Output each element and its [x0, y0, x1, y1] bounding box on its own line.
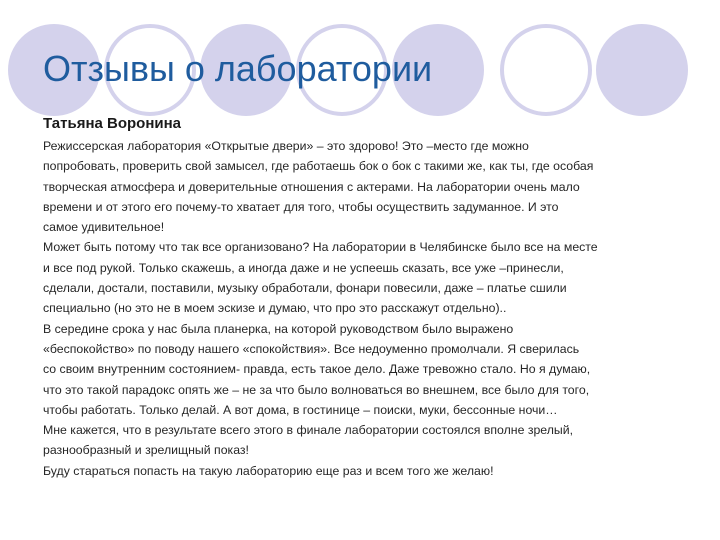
review-line: сделали, достали, поставили, музыку обработали, фонари повесили, даже – платье сшили — [43, 281, 567, 296]
slide-title: Отзывы о лаборатории — [43, 48, 433, 89]
review-line: попробовать, проверить свой замысел, где работаешь бок о бок с такими же, как ты, где особая — [43, 159, 594, 174]
review-text — [43, 136, 683, 481]
review-line: специально (но это не в моем эскизе и думаю, что про это расскажут отдельно).. — [43, 301, 507, 316]
review-line: Мне кажется, что в результате всего этого в финале лаборатории состоялся вполне зрелый, — [43, 423, 574, 438]
review-line: Буду стараться попасть на такую лабораторию еще раз и всем того же желаю! — [43, 463, 494, 478]
review-line: Может быть потому что так все организовано? На лаборатории в Челябинске было все на месте — [43, 240, 598, 255]
review-line: разнообразный и зрелищный показ! — [43, 443, 249, 458]
review-line: В середине срока у нас была планерка, на которой руководством было выражено — [43, 321, 514, 336]
review-line: Режиссерская лаборатория «Открытые двери» – это здорово! Это –место где можно — [43, 139, 529, 153]
review-line: что это такой парадокс опять же – не за что было волноваться во внешнем, все было для того, — [43, 382, 590, 397]
review-line: и все под рукой. Только скажешь, а иногда даже и не успеешь сказать, все уже –принесли, — [43, 260, 564, 275]
decorative-circle-6 — [500, 24, 592, 116]
review-line: со своим внутренним состоянием- правда, есть такое дело. Даже тревожно стало. Но я думаю, — [43, 362, 591, 377]
review-line: чтобы работать. Только делай. А вот дома, в гостинице – поиски, муки, бессонные ночи… — [43, 402, 558, 417]
decorative-circle-7 — [596, 24, 688, 116]
review-line: самое удивительное! — [43, 220, 165, 235]
review-line: «беспокойство» по поводу нашего «спокойствия». Все недоуменно промолчали. Я сверилась — [43, 341, 580, 356]
review-line: творческая атмосфера и доверительные отношения с актерами. На лаборатории очень мало — [43, 179, 580, 194]
review-line: времени и от этого его почему-то хватает для того, чтобы осуществить задуманное. И это — [43, 199, 559, 214]
author-name: Татьяна Воронина — [43, 115, 182, 132]
